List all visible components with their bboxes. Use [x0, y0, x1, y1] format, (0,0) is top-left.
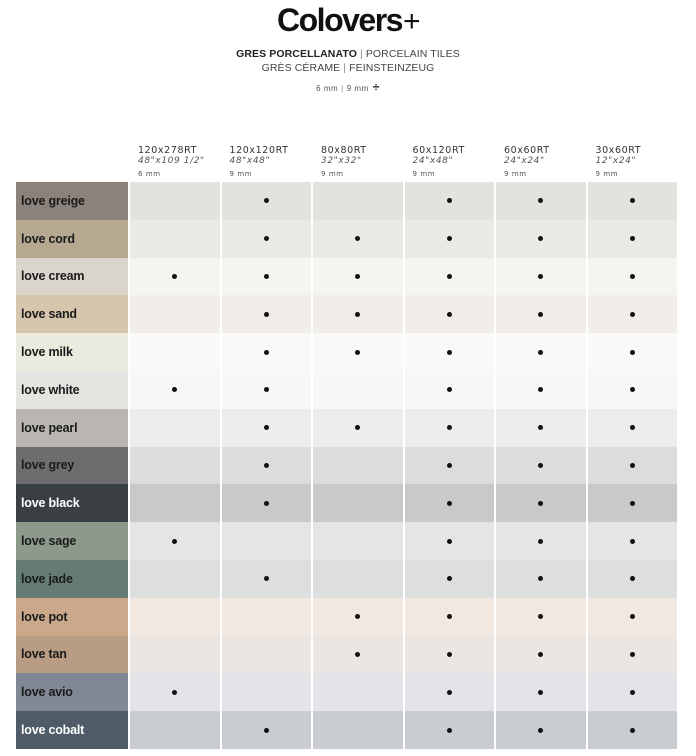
available-dot-icon	[630, 274, 635, 279]
availability-cell	[311, 447, 403, 485]
color-swatch-label: love pearl	[16, 409, 128, 447]
color-swatch-label: love black	[16, 484, 128, 522]
table-row	[16, 409, 696, 447]
available-dot-icon	[630, 614, 635, 619]
available-dot-icon	[538, 690, 543, 695]
availability-cell	[128, 598, 220, 636]
availability-cell	[494, 673, 586, 711]
availability-cell	[311, 673, 403, 711]
column-thickness: 9 mm	[504, 170, 527, 178]
available-dot-icon	[355, 236, 360, 241]
availability-cell	[128, 522, 220, 560]
availability-cell	[220, 409, 312, 447]
availability-cell	[494, 295, 586, 333]
available-dot-icon	[264, 274, 269, 279]
table-row	[16, 333, 696, 371]
table-row	[16, 711, 696, 749]
availability-cell	[586, 447, 678, 485]
availability-cell	[311, 258, 403, 296]
brand-logo	[0, 2, 696, 39]
available-dot-icon	[172, 274, 177, 279]
available-dot-icon	[264, 312, 269, 317]
availability-cell	[311, 484, 403, 522]
available-dot-icon	[538, 539, 543, 544]
availability-cell	[403, 711, 495, 749]
color-swatch-label: love greige	[16, 182, 128, 220]
available-dot-icon	[630, 387, 635, 392]
color-swatch-label: love cord	[16, 220, 128, 258]
subtitle-line-2	[0, 61, 696, 75]
availability-cell	[586, 484, 678, 522]
availability-cell	[311, 598, 403, 636]
available-dot-icon	[355, 614, 360, 619]
availability-cell	[586, 182, 678, 220]
availability-cell	[311, 560, 403, 598]
availability-cell	[220, 258, 312, 296]
column-thickness: 9 mm	[321, 170, 344, 178]
available-dot-icon	[630, 350, 635, 355]
available-dot-icon	[630, 576, 635, 581]
separator: |	[341, 84, 344, 93]
availability-cell	[220, 673, 312, 711]
available-dot-icon	[264, 236, 269, 241]
availability-cell	[494, 636, 586, 674]
availability-cell	[586, 409, 678, 447]
availability-cell	[128, 220, 220, 258]
thickness-range-symbol: ÷	[372, 80, 380, 94]
availability-cell	[403, 220, 495, 258]
available-dot-icon	[355, 350, 360, 355]
availability-cell	[403, 673, 495, 711]
availability-cell	[220, 522, 312, 560]
availability-cell	[403, 333, 495, 371]
availability-cell	[586, 220, 678, 258]
availability-cell	[128, 447, 220, 485]
available-dot-icon	[264, 350, 269, 355]
table-row	[16, 673, 696, 711]
available-dot-icon	[172, 387, 177, 392]
availability-cell	[220, 295, 312, 333]
available-dot-icon	[447, 576, 452, 581]
table-row	[16, 598, 696, 636]
available-dot-icon	[538, 236, 543, 241]
available-dot-icon	[538, 387, 543, 392]
available-dot-icon	[538, 425, 543, 430]
available-dot-icon	[447, 652, 452, 657]
available-dot-icon	[264, 576, 269, 581]
available-dot-icon	[447, 198, 452, 203]
available-dot-icon	[538, 576, 543, 581]
available-dot-icon	[538, 652, 543, 657]
available-dot-icon	[264, 425, 269, 430]
available-dot-icon	[538, 312, 543, 317]
availability-cell	[128, 673, 220, 711]
available-dot-icon	[447, 236, 452, 241]
color-swatch-label: love sage	[16, 522, 128, 560]
availability-cell	[311, 711, 403, 749]
availability-cell	[494, 447, 586, 485]
available-dot-icon	[538, 274, 543, 279]
column-size-metric: 30x60RT	[595, 145, 642, 156]
availability-cell	[128, 333, 220, 371]
available-dot-icon	[630, 463, 635, 468]
available-dot-icon	[355, 312, 360, 317]
availability-cell	[403, 560, 495, 598]
availability-cell	[128, 711, 220, 749]
available-dot-icon	[630, 539, 635, 544]
table-row	[16, 182, 696, 220]
brand-name: Colovers	[277, 2, 402, 38]
column-size-imperial: 48"x48"	[229, 156, 271, 166]
available-dot-icon	[538, 350, 543, 355]
color-swatch-label: love avio	[16, 673, 128, 711]
available-dot-icon	[447, 425, 452, 430]
availability-cell	[494, 598, 586, 636]
availability-cell	[403, 636, 495, 674]
availability-cell	[403, 258, 495, 296]
table-row	[16, 447, 696, 485]
color-swatch-label: love jade	[16, 560, 128, 598]
availability-cell	[128, 560, 220, 598]
availability-cell	[586, 598, 678, 636]
availability-cell	[311, 522, 403, 560]
available-dot-icon	[355, 652, 360, 657]
availability-cell	[586, 258, 678, 296]
column-header-2	[230, 146, 289, 179]
availability-cell	[220, 636, 312, 674]
table-row	[16, 371, 696, 409]
availability-cell	[128, 636, 220, 674]
table-row	[16, 220, 696, 258]
available-dot-icon	[630, 501, 635, 506]
availability-cell	[586, 522, 678, 560]
column-thickness: 9 mm	[229, 170, 253, 178]
column-header-3	[321, 146, 367, 179]
availability-cell	[220, 598, 312, 636]
available-dot-icon	[355, 274, 360, 279]
availability-cell	[220, 333, 312, 371]
availability-cell	[494, 484, 586, 522]
available-dot-icon	[538, 198, 543, 203]
separator: |	[359, 48, 363, 60]
thickness-line	[0, 80, 696, 94]
table-row	[16, 560, 696, 598]
available-dot-icon	[264, 728, 269, 733]
thickness-9mm: 9 mm	[346, 84, 369, 93]
available-dot-icon	[538, 463, 543, 468]
column-thickness: 9 mm	[412, 170, 436, 178]
subtitle-line-1	[0, 47, 696, 61]
availability-cell	[494, 409, 586, 447]
availability-cell	[403, 371, 495, 409]
available-dot-icon	[630, 312, 635, 317]
availability-cell	[403, 295, 495, 333]
availability-cell	[220, 484, 312, 522]
availability-cell	[311, 333, 403, 371]
availability-table	[16, 182, 696, 749]
available-dot-icon	[538, 501, 543, 506]
available-dot-icon	[630, 425, 635, 430]
availability-cell	[220, 560, 312, 598]
column-header-1	[138, 146, 205, 179]
availability-cell	[586, 711, 678, 749]
subtitle-gres-cerame: GRÈS CÉRAME	[261, 62, 341, 74]
available-dot-icon	[630, 728, 635, 733]
availability-cell	[128, 295, 220, 333]
availability-cell	[128, 484, 220, 522]
available-dot-icon	[630, 198, 635, 203]
color-swatch-label: love white	[16, 371, 128, 409]
available-dot-icon	[264, 198, 269, 203]
available-dot-icon	[538, 728, 543, 733]
color-swatch-label: love milk	[16, 333, 128, 371]
availability-cell	[311, 371, 403, 409]
availability-cell	[494, 220, 586, 258]
available-dot-icon	[447, 463, 452, 468]
availability-cell	[128, 182, 220, 220]
available-dot-icon	[447, 350, 452, 355]
available-dot-icon	[447, 614, 452, 619]
color-swatch-label: love sand	[16, 295, 128, 333]
column-header-4	[413, 146, 465, 179]
available-dot-icon	[630, 652, 635, 657]
column-thickness: 6 mm	[138, 170, 161, 178]
availability-cell	[128, 409, 220, 447]
availability-cell	[586, 560, 678, 598]
column-size-metric: 60x60RT	[504, 145, 550, 156]
subtitle-gres: GRES PORCELLANATO	[236, 48, 357, 60]
availability-cell	[586, 333, 678, 371]
available-dot-icon	[172, 539, 177, 544]
column-size-metric: 120x120RT	[229, 145, 289, 156]
available-dot-icon	[447, 501, 452, 506]
subtitle-porcelain: PORCELAIN TILES	[365, 48, 460, 60]
available-dot-icon	[264, 501, 269, 506]
available-dot-icon	[447, 312, 452, 317]
thickness-6mm: 6 mm	[316, 84, 339, 93]
availability-cell	[403, 598, 495, 636]
availability-cell	[128, 371, 220, 409]
available-dot-icon	[447, 387, 452, 392]
availability-cell	[403, 522, 495, 560]
available-dot-icon	[447, 539, 452, 544]
column-size-imperial: 32"x32"	[321, 156, 362, 166]
availability-cell	[403, 182, 495, 220]
column-thickness: 9 mm	[595, 170, 619, 178]
subtitle-feinsteinzeug: FEINSTEINZEUG	[349, 62, 435, 74]
table-row	[16, 522, 696, 560]
table-row	[16, 484, 696, 522]
availability-cell	[220, 371, 312, 409]
brand-plus: +	[402, 5, 419, 38]
availability-cell	[128, 258, 220, 296]
table-row	[16, 636, 696, 674]
availability-cell	[311, 295, 403, 333]
column-size-imperial: 24"x48"	[412, 156, 454, 166]
color-swatch-label: love cobalt	[16, 711, 128, 749]
color-swatch-label: love tan	[16, 636, 128, 674]
available-dot-icon	[447, 728, 452, 733]
color-swatch-label: love grey	[16, 447, 128, 485]
availability-cell	[494, 560, 586, 598]
column-size-imperial: 24"x24"	[504, 156, 545, 166]
material-subtitle	[0, 47, 696, 75]
availability-cell	[494, 182, 586, 220]
available-dot-icon	[355, 425, 360, 430]
availability-cell	[494, 711, 586, 749]
available-dot-icon	[264, 463, 269, 468]
color-swatch-label: love cream	[16, 258, 128, 296]
availability-cell	[311, 409, 403, 447]
availability-cell	[220, 711, 312, 749]
availability-cell	[494, 333, 586, 371]
availability-cell	[494, 258, 586, 296]
available-dot-icon	[447, 274, 452, 279]
availability-cell	[311, 220, 403, 258]
availability-cell	[403, 409, 495, 447]
column-size-metric: 80x80RT	[321, 145, 367, 156]
column-header-6	[596, 146, 642, 179]
availability-cell	[586, 673, 678, 711]
available-dot-icon	[630, 236, 635, 241]
available-dot-icon	[172, 690, 177, 695]
available-dot-icon	[447, 690, 452, 695]
separator: |	[343, 62, 347, 74]
availability-cell	[586, 636, 678, 674]
table-row	[16, 295, 696, 333]
available-dot-icon	[630, 690, 635, 695]
availability-cell	[494, 371, 586, 409]
availability-cell	[220, 220, 312, 258]
availability-cell	[220, 182, 312, 220]
availability-cell	[494, 522, 586, 560]
availability-cell	[403, 484, 495, 522]
available-dot-icon	[264, 387, 269, 392]
availability-cell	[220, 447, 312, 485]
availability-cell	[586, 295, 678, 333]
color-swatch-label: love pot	[16, 598, 128, 636]
column-size-imperial: 48"x109 1/2"	[138, 156, 205, 166]
column-size-imperial: 12"x24"	[595, 156, 637, 166]
availability-cell	[586, 371, 678, 409]
column-header-5	[504, 146, 550, 179]
column-size-metric: 60x120RT	[412, 145, 465, 156]
availability-cell	[403, 447, 495, 485]
available-dot-icon	[538, 614, 543, 619]
availability-cell	[311, 182, 403, 220]
availability-cell	[311, 636, 403, 674]
column-size-metric: 120x278RT	[138, 145, 197, 156]
table-row	[16, 258, 696, 296]
